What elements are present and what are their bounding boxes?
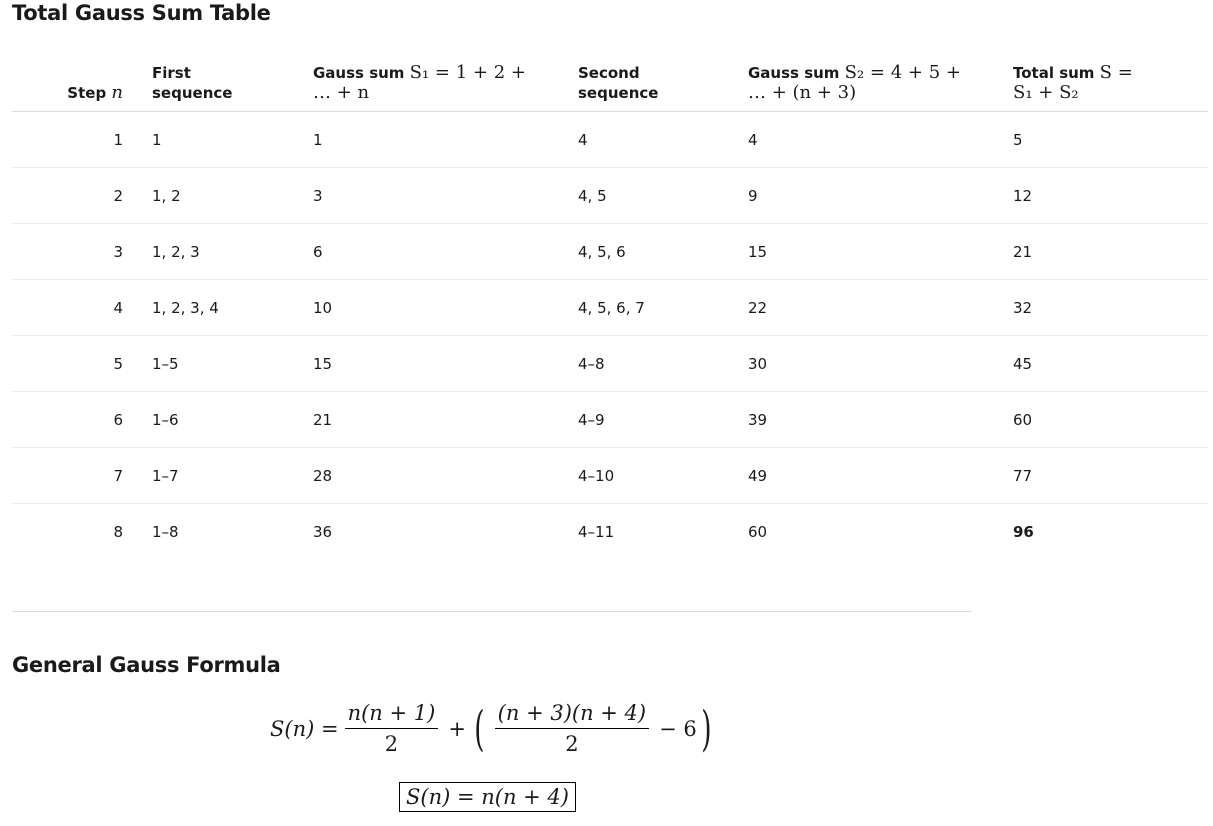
table-row: 5 1–5 15 4–8 30 45 xyxy=(12,336,1208,392)
header-total-sum: Total sum S = S₁ + S₂ xyxy=(1013,40,1208,112)
header-gauss-sum-s1: Gauss sum S₁ = 1 + 2 + … + n xyxy=(313,40,578,112)
final-total: 96 xyxy=(1013,522,1034,541)
table-row: 8 1–8 36 4–11 60 96 xyxy=(12,504,1208,560)
table-row: 3 1, 2, 3 6 4, 5, 6 15 21 xyxy=(12,224,1208,280)
table-row: 4 1, 2, 3, 4 10 4, 5, 6, 7 22 32 xyxy=(12,280,1208,336)
general-formula: S(n) = $\frac{n(n + 1)}{2}$ + ( $\frac{(n + 3)(n + 4)}{2}$ − 6 ) xyxy=(270,700,712,757)
table-row: 7 1–7 28 4–10 49 77 xyxy=(12,448,1208,504)
header-step: Step n xyxy=(12,40,152,112)
page-title: Total Gauss Sum Table xyxy=(12,1,271,25)
fraction-s1: $\frac{n(n + 1)}{2}$ xyxy=(345,700,439,757)
fraction-s2: $\frac{(n + 3)(n + 4)}{2}$ xyxy=(495,700,649,757)
table-header-row xyxy=(12,40,1208,112)
section-divider xyxy=(12,611,972,612)
boxed-result-formula: S(n) = n(n + 4) xyxy=(399,782,576,812)
table-row: 2 1, 2 3 4, 5 9 12 xyxy=(12,168,1208,224)
formula-section-title: General Gauss Formula xyxy=(12,653,281,677)
table-row: 6 1–6 21 4–9 39 60 xyxy=(12,392,1208,448)
table-row: 1 1 1 4 4 5 xyxy=(12,112,1208,168)
header-second-sequence: Second sequence xyxy=(578,40,748,112)
header-gauss-sum-s2: Gauss sum S₂ = 4 + 5 + … + (n + 3) xyxy=(748,40,1013,112)
header-first-sequence: First sequence xyxy=(152,40,313,112)
gauss-sum-table xyxy=(12,40,1208,559)
